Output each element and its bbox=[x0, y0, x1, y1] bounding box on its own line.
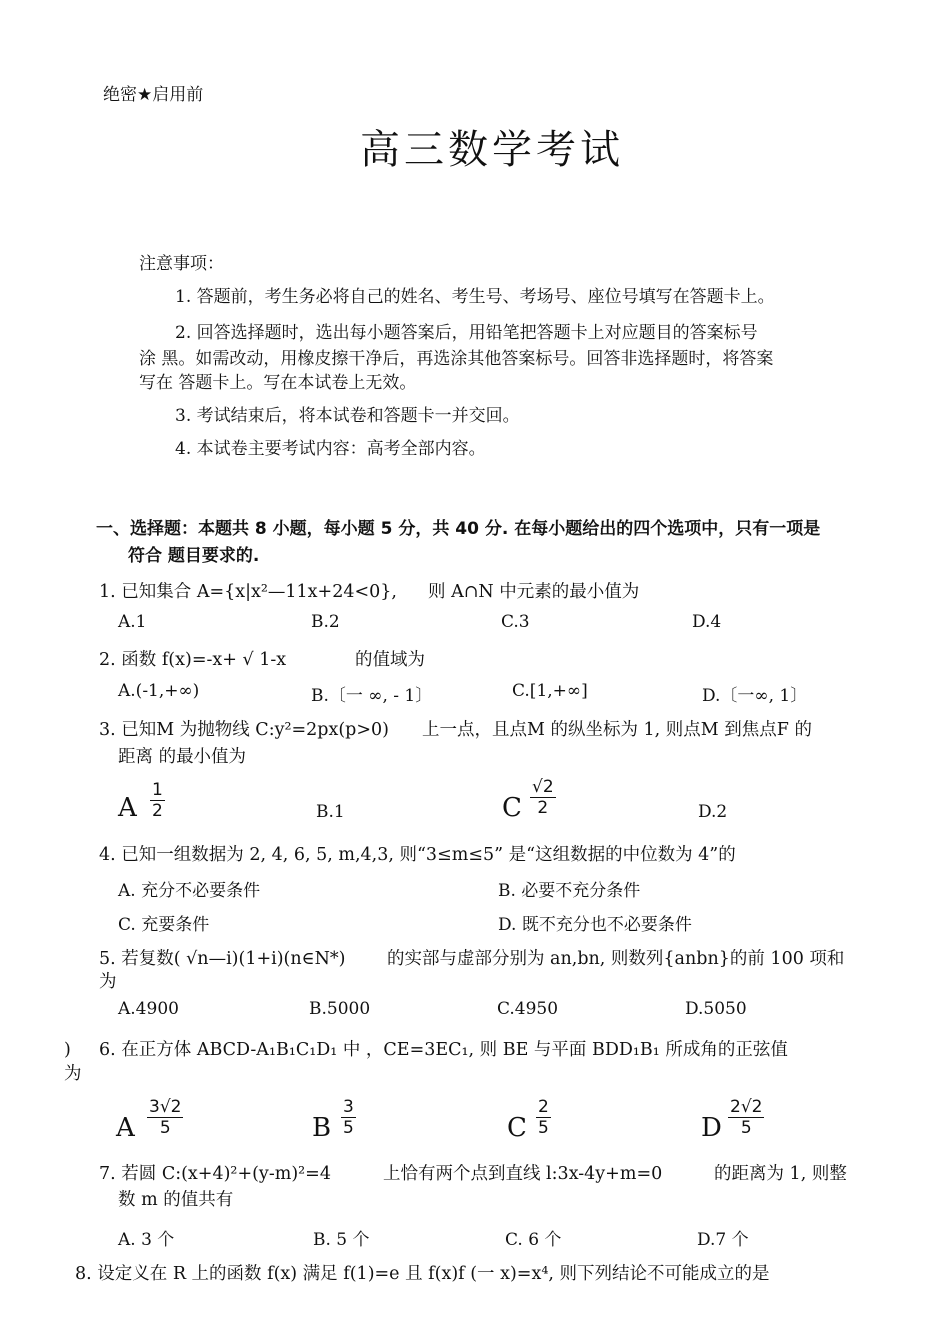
notice-item-2: 2. 回答选择题时，选出每小题答案后，用铅笔把答题卡上对应题目的答案标号 bbox=[175, 323, 758, 343]
question-5-text: 5. 若复数( √n—i)(1+i)(n∈N*) bbox=[99, 949, 346, 969]
question-5-text-b: 的实部与虚部分别为 an,bn, 则数列{anbn}的前 100 项和 bbox=[387, 949, 845, 969]
q1-option-b[interactable]: B.2 bbox=[311, 612, 340, 632]
question-7-text-b: 上恰有两个点到直线 l:3x-4y+m=0 bbox=[383, 1164, 663, 1184]
q7-option-d[interactable]: D.7 个 bbox=[697, 1230, 749, 1250]
q3-option-d[interactable]: D.2 bbox=[698, 802, 728, 822]
q1-option-c[interactable]: C.3 bbox=[501, 612, 530, 632]
q6-option-d-num: 2√2 bbox=[730, 1097, 763, 1117]
q6-option-b-num: 3 bbox=[343, 1097, 354, 1117]
section-title: 一、选择题：本题共 8 小题，每小题 5 分，共 40 分. 在每小题给出的四个选项中，只有一项是 bbox=[96, 519, 821, 539]
question-2-text: 2. 函数 f(x)=-x+ √ 1-x bbox=[99, 650, 287, 670]
question-6-text: 6. 在正方体 ABCD-A₁B₁C₁D₁ 中 ，CE=3EC₁, 则 BE 与平面 BDD₁B₁ 所成角的正弦值 bbox=[99, 1040, 788, 1060]
question-6-text-line2: 为 bbox=[64, 1064, 82, 1084]
question-2-text-b: 的值域为 bbox=[355, 650, 425, 670]
q6-option-d-letter[interactable]: D bbox=[701, 1113, 722, 1143]
question-8-text: 8. 设定义在 R 上的函数 f(x) 满足 f(1)=e 且 f(x)f (一 x)=x⁴, 则下列结论不可能成立的是 bbox=[75, 1264, 770, 1284]
notice-heading: 注意事项： bbox=[139, 254, 224, 274]
q7-option-a[interactable]: A. 3 个 bbox=[118, 1230, 175, 1250]
question-3-text-line2: 距离 的最小值为 bbox=[118, 747, 247, 767]
q6-option-a-fraction bbox=[147, 1097, 183, 1138]
q3-option-a-num: 1 bbox=[152, 780, 163, 800]
confidential-label: 绝密★启用前 bbox=[103, 85, 204, 105]
question-4-text: 4. 已知一组数据为 2, 4, 6, 5, m,4,3, 则“3≤m≤5” 是“这组数据的中位数为 4”的 bbox=[99, 845, 736, 865]
q6-option-a-den: 5 bbox=[159, 1118, 171, 1138]
q4-option-c[interactable]: C. 充要条件 bbox=[118, 915, 210, 935]
q3-option-c-fraction bbox=[530, 777, 556, 818]
q3-option-c-letter[interactable]: C bbox=[502, 793, 522, 823]
notice-item-2-cont: 涂 黑。如需改动，用橡皮擦干净后，再选涂其他答案标号。回答非选择题时，将答案 bbox=[139, 349, 774, 369]
q6-option-c-num: 2 bbox=[538, 1097, 549, 1117]
q5-option-a[interactable]: A.4900 bbox=[118, 999, 179, 1019]
q3-option-c-den: 2 bbox=[537, 798, 549, 818]
q3-option-b[interactable]: B.1 bbox=[316, 802, 345, 822]
q6-option-d-fraction bbox=[728, 1097, 764, 1138]
q7-option-b[interactable]: B. 5 个 bbox=[313, 1230, 370, 1250]
notice-item-3: 3. 考试结束后，将本试卷和答题卡一并交回。 bbox=[175, 406, 520, 426]
q2-option-a[interactable]: A.(-1,+∞) bbox=[118, 681, 200, 701]
q3-option-a-letter[interactable]: A bbox=[118, 793, 137, 823]
q6-option-c-fraction bbox=[536, 1097, 551, 1138]
q1-option-a[interactable]: A.1 bbox=[118, 612, 147, 632]
q6-option-b-den: 5 bbox=[343, 1118, 354, 1138]
question-1-text: 1. 已知集合 A={x|x²—11x+24<0}, bbox=[99, 582, 397, 602]
q5-option-d[interactable]: D.5050 bbox=[685, 999, 747, 1019]
question-7-text-c: 的距离为 1, 则整 bbox=[714, 1164, 847, 1184]
q6-option-c-letter[interactable]: C bbox=[507, 1113, 527, 1143]
notice-item-1: 1. 答题前，考生务必将自己的姓名、考生号、考场号、座位号填写在答题卡上。 bbox=[175, 287, 775, 307]
notice-item-2-cont2: 写在 答题卡上。写在本试卷上无效。 bbox=[139, 373, 417, 393]
q1-option-d[interactable]: D.4 bbox=[692, 612, 722, 632]
margin-mark: ) bbox=[64, 1040, 71, 1060]
question-7-text-line2: 数 m 的值共有 bbox=[118, 1190, 234, 1210]
q2-option-c[interactable]: C.[1,+∞] bbox=[512, 681, 588, 701]
q6-option-b-letter[interactable]: B bbox=[312, 1113, 332, 1143]
q6-option-a-letter[interactable]: A bbox=[116, 1113, 135, 1143]
notice-item-4: 4. 本试卷主要考试内容：高考全部内容。 bbox=[175, 439, 486, 459]
question-5-text-line2: 为 bbox=[99, 972, 117, 992]
question-1-text-b: 则 A∩N 中元素的最小值为 bbox=[428, 582, 640, 602]
q5-option-b[interactable]: B.5000 bbox=[309, 999, 371, 1019]
q6-option-c-den: 5 bbox=[538, 1118, 549, 1138]
q3-option-a-fraction bbox=[150, 780, 165, 821]
q4-option-d[interactable]: D. 既不充分也不必要条件 bbox=[498, 915, 692, 935]
q6-option-b-fraction bbox=[341, 1097, 356, 1138]
question-3-text-b: 上一点，且点M 的纵坐标为 1, 则点M 到焦点F 的 bbox=[422, 720, 812, 740]
page-title: 高三数学考试 bbox=[360, 127, 624, 173]
question-3-text: 3. 已知M 为抛物线 C:y²=2px(p>0) bbox=[99, 720, 390, 740]
q7-option-c[interactable]: C. 6 个 bbox=[505, 1230, 562, 1250]
q6-option-a-num: 3√2 bbox=[149, 1097, 182, 1117]
q3-option-c-num: √2 bbox=[532, 777, 554, 797]
q3-option-a-den: 2 bbox=[152, 801, 163, 821]
q6-option-d-den: 5 bbox=[740, 1118, 752, 1138]
q2-option-d[interactable]: D.〔一∞, 1〕 bbox=[702, 686, 808, 706]
section-title-cont: 符合 题目要求的. bbox=[128, 546, 260, 566]
q2-option-b[interactable]: B.〔一 ∞, - 1〕 bbox=[311, 686, 433, 706]
q5-option-c[interactable]: C.4950 bbox=[497, 999, 559, 1019]
question-7-text: 7. 若圆 C:(x+4)²+(y-m)²=4 bbox=[99, 1164, 331, 1184]
q4-option-a[interactable]: A. 充分不必要条件 bbox=[118, 881, 261, 901]
q4-option-b[interactable]: B. 必要不充分条件 bbox=[498, 881, 641, 901]
